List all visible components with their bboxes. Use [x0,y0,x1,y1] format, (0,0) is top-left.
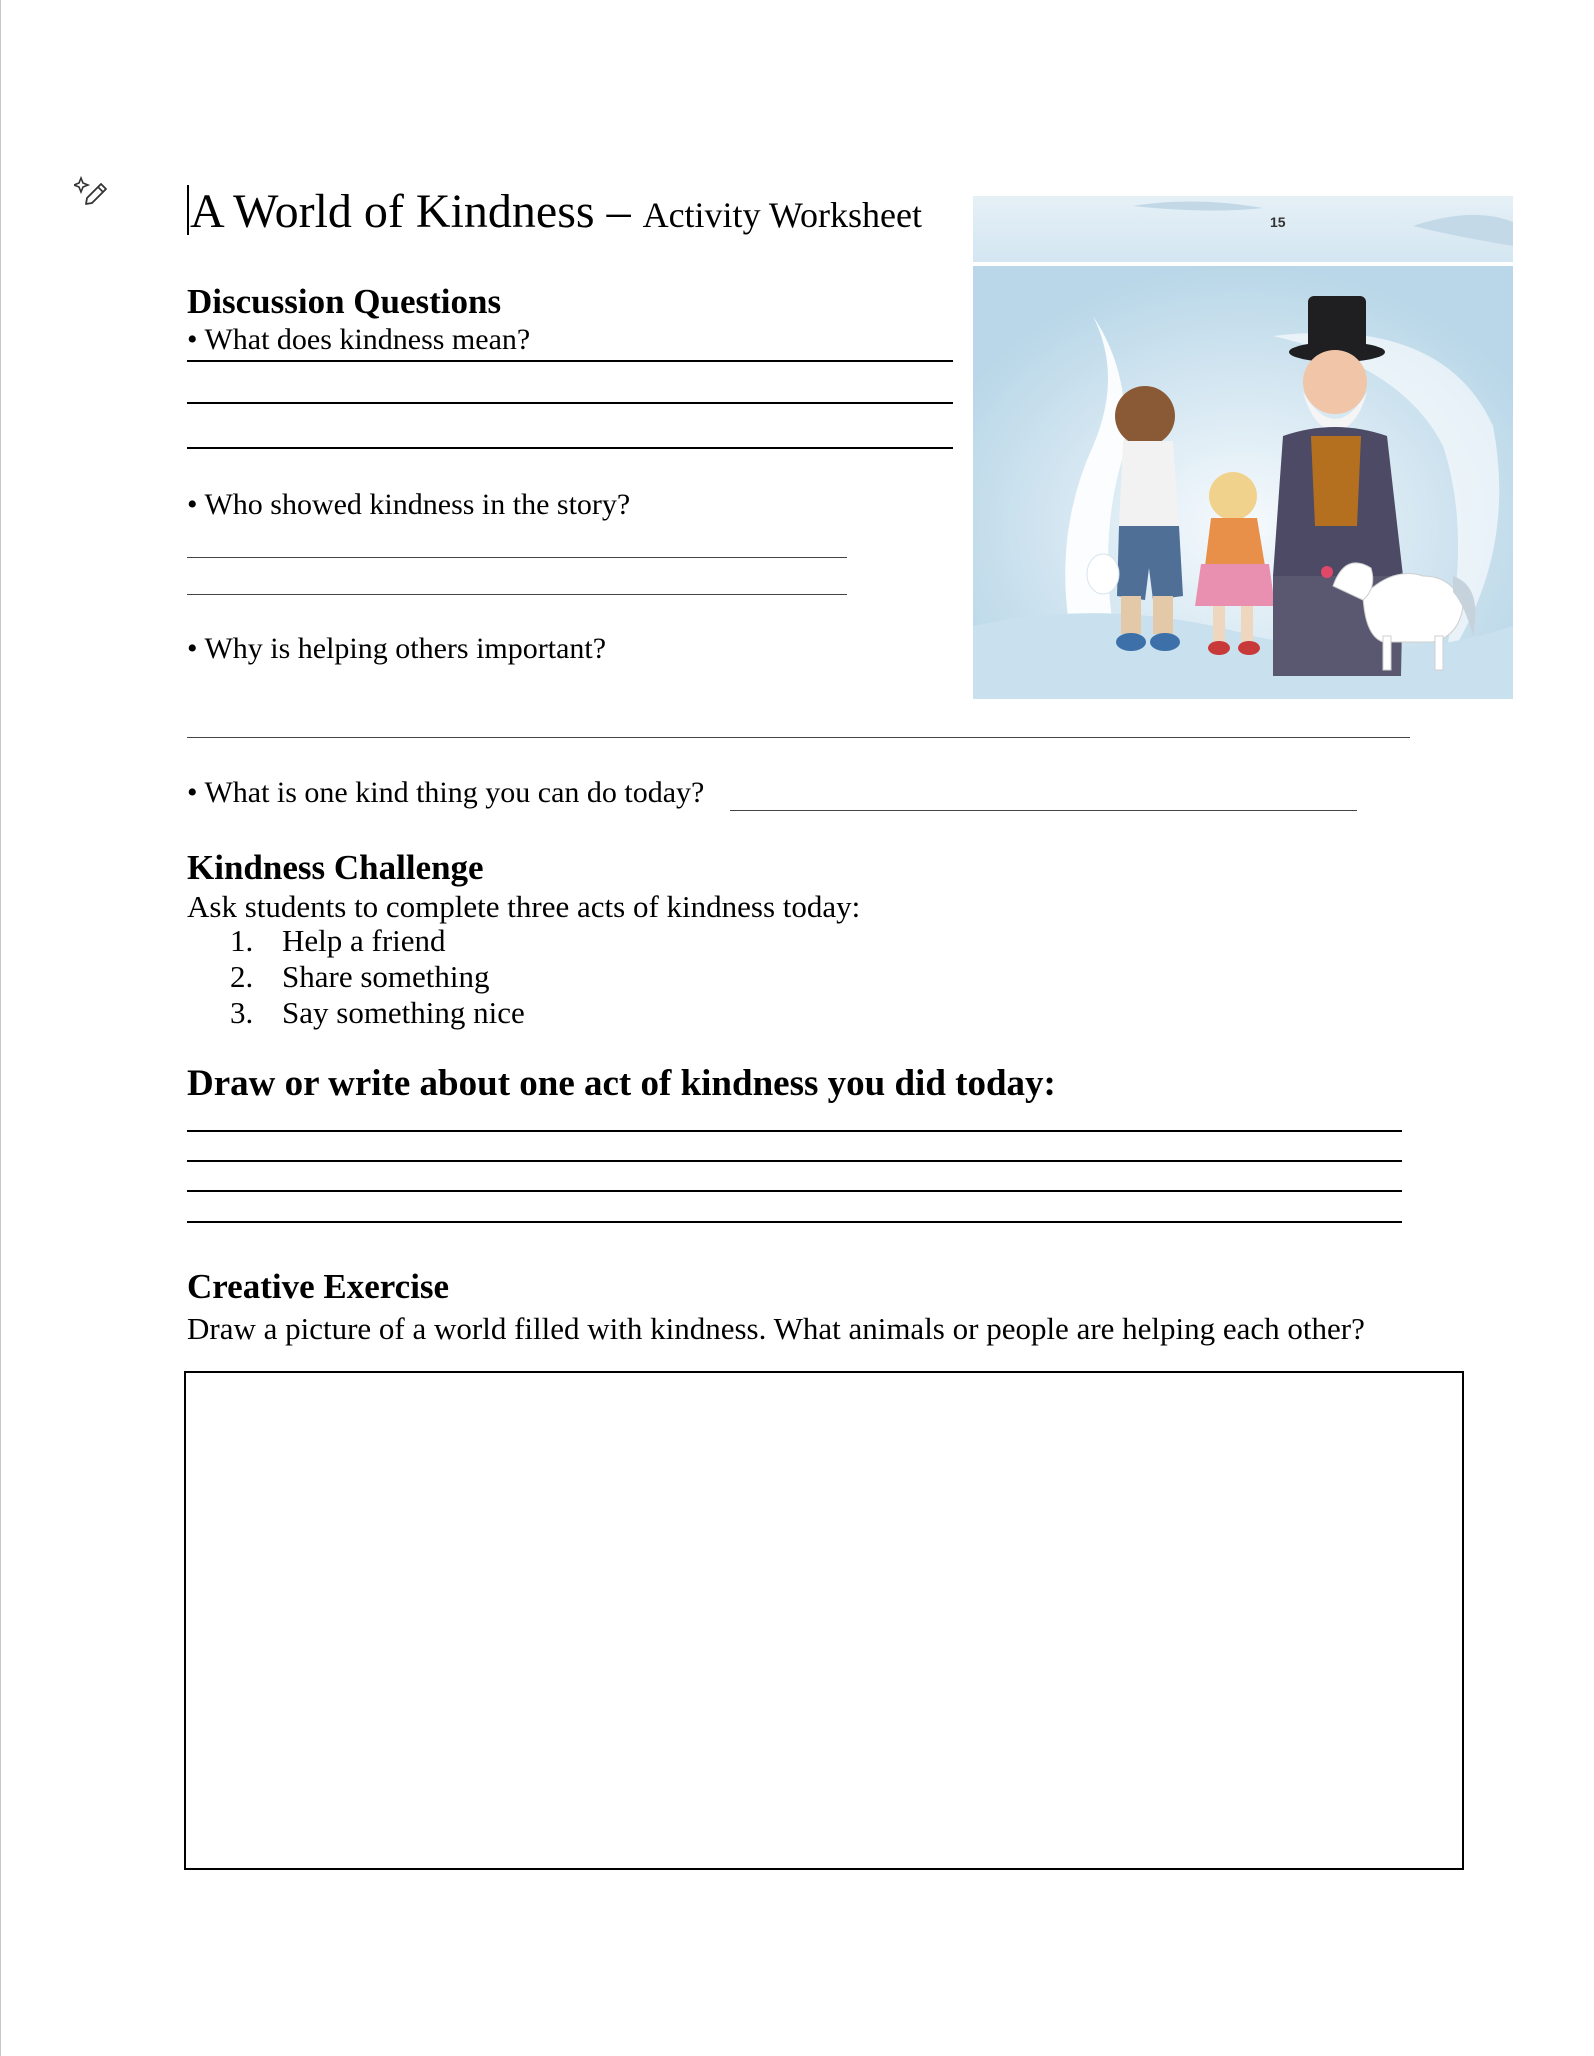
list-number: 2. [230,959,254,994]
reflection-line-4[interactable] [187,1221,1402,1223]
answer-line-3[interactable] [187,737,1410,738]
text-cursor [187,185,189,235]
list-item [230,959,525,995]
question-4: • What is one kind thing you can do today? [187,776,705,809]
question-2: • Who showed kindness in the story? [187,488,631,521]
title-dash: – [606,185,631,238]
storybook-illustration [973,196,1513,699]
creative-heading: Creative Exercise [187,1267,450,1306]
reflection-line-3[interactable] [187,1190,1402,1192]
worksheet-title[interactable] [187,182,922,245]
list-number: 3. [230,995,254,1030]
list-number: 1. [230,923,254,958]
drawing-box[interactable] [184,1371,1464,1870]
discussion-heading: Discussion Questions [187,282,502,321]
answer-line-1c[interactable] [187,447,953,449]
challenge-list [230,923,525,1031]
title-main: A World of Kindness [190,185,595,238]
list-text: Share something [282,959,490,994]
title-subtitle: Activity Worksheet [642,195,922,235]
answer-line-1a[interactable] [187,360,953,362]
answer-line-2a[interactable] [187,557,847,558]
creative-prompt: Draw a picture of a world filled with kindness. What animals or people are helping each other? [187,1311,1365,1346]
illustration-page-number: 15 [1270,214,1286,230]
answer-line-2b[interactable] [187,594,847,595]
reflection-line-2[interactable] [187,1160,1402,1162]
reflection-heading: Draw or write about one act of kindness you did today: [187,1063,1056,1104]
list-item [230,923,525,959]
list-item [230,995,525,1031]
challenge-intro: Ask students to complete three acts of kindness today: [187,889,861,924]
challenge-heading: Kindness Challenge [187,848,484,887]
question-3: • Why is helping others important? [187,632,607,665]
list-text: Say something nice [282,995,525,1030]
reflection-line-1[interactable] [187,1130,1402,1132]
question-1: • What does kindness mean? [187,323,531,356]
list-text: Help a friend [282,923,446,958]
answer-line-1b[interactable] [187,402,953,404]
answer-line-4[interactable] [730,810,1357,811]
